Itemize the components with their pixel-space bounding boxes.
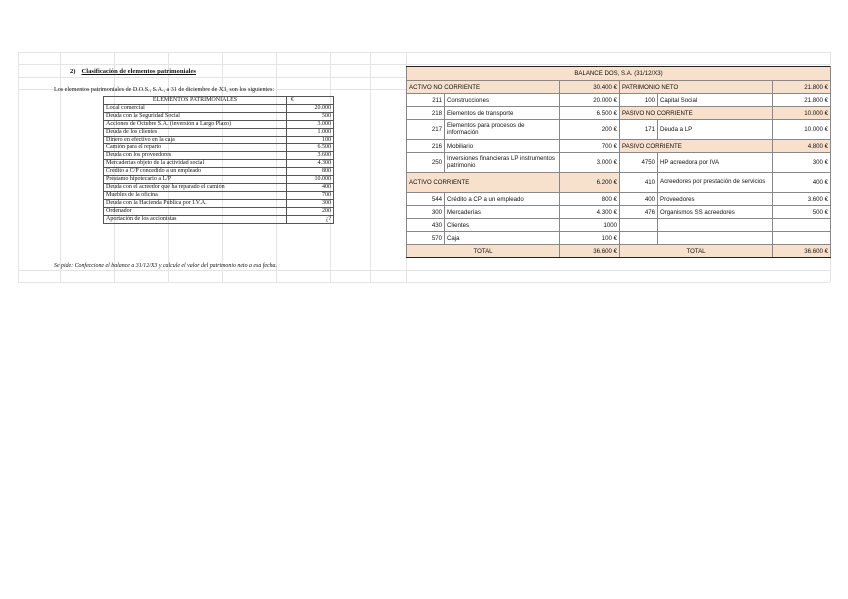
element-row: [104, 112, 334, 120]
empty-cell: [773, 219, 831, 232]
account-code: 476: [620, 206, 658, 219]
spreadsheet-area: [18, 52, 830, 282]
element-name: Acciones de Octubre S.A. (inversión a Largo Plazo): [104, 120, 287, 128]
element-name: Deuda con la Hacienda Pública por I.V.A.: [104, 199, 287, 207]
element-row: [104, 120, 334, 128]
pasivo-no-corriente-label: PASIVO NO CORRIENTE: [620, 107, 773, 120]
account-amount: 700 €: [560, 140, 620, 153]
patrimonio-neto-label: PATRIMONIO NETO: [620, 81, 773, 94]
account-amount: 300 €: [773, 153, 831, 173]
empty-cell: [658, 219, 773, 232]
element-value: ¿?: [287, 215, 334, 223]
account-amount: 1000: [560, 219, 620, 232]
element-row: [104, 183, 334, 191]
element-name: Deuda con la Seguridad Social: [104, 112, 287, 120]
account-code: 211: [407, 94, 445, 107]
element-row: [104, 152, 334, 160]
account-amount: 21.800 €: [773, 94, 831, 107]
activo-corriente-total: 6.200 €: [560, 173, 620, 193]
element-name: Deuda con los proveedores: [104, 152, 287, 160]
account-name: Caja: [445, 232, 560, 245]
element-name: Aportación de los accionistas: [104, 215, 287, 223]
exercise-title: [70, 68, 196, 75]
element-value: 700: [287, 191, 334, 199]
balance-row: [407, 232, 831, 245]
account-code: 4750: [620, 153, 658, 173]
total-activo-value: 36.600 €: [560, 245, 620, 258]
balance-row: [407, 94, 831, 107]
balance-row: [407, 206, 831, 219]
exercise-task: Se pide: Confeccione el balance a 31/12/X3 y calcule el valor del patrimonio neto a esa fecha.: [54, 263, 277, 269]
account-amount: 3.600 €: [773, 193, 831, 206]
element-name: Crédito a C/P concedido a un empleado: [104, 168, 287, 176]
elements-table-header: [104, 97, 334, 105]
element-row: [104, 191, 334, 199]
balance-row: [407, 107, 831, 120]
balance-row: [407, 120, 831, 140]
element-value: 100: [287, 136, 334, 144]
exercise-title-text: Clasificación de elementos patrimoniales: [81, 68, 196, 75]
element-name: Mercaderías objeto de la actividad social: [104, 160, 287, 168]
account-name: Organismos SS acreedores: [658, 206, 773, 219]
element-name: Dinero en efectivo en la caja: [104, 136, 287, 144]
element-name: Ordenador: [104, 207, 287, 215]
account-code: 171: [620, 120, 658, 140]
account-amount: 10.000 €: [773, 120, 831, 140]
account-name: HP acreedora por IVA: [658, 153, 773, 173]
element-value: 3.000: [287, 120, 334, 128]
patrimonio-neto-total: 21.800 €: [773, 81, 831, 94]
element-row: [104, 215, 334, 223]
balance-row: [407, 193, 831, 206]
balance-row: [407, 153, 831, 173]
account-code: 570: [407, 232, 445, 245]
element-value: 3.600: [287, 152, 334, 160]
activo-no-corriente-total: 30.400 €: [560, 81, 620, 94]
account-name: Clientes: [445, 219, 560, 232]
account-code: 100: [620, 94, 658, 107]
account-amount: 6.500 €: [560, 107, 620, 120]
element-name: Préstamo hipotecario a L/P: [104, 176, 287, 184]
element-row: [104, 176, 334, 184]
balance-row: [407, 140, 831, 153]
account-amount: 100 €: [560, 232, 620, 245]
account-name: Proveedores: [658, 193, 773, 206]
element-row: [104, 199, 334, 207]
account-name: Mobiliario: [445, 140, 560, 153]
account-name: Elementos de transporte: [445, 107, 560, 120]
account-amount: 400 €: [773, 173, 831, 193]
activo-no-corriente-label: ACTIVO NO CORRIENTE: [407, 81, 560, 94]
element-row: [104, 144, 334, 152]
element-value: 1.000: [287, 128, 334, 136]
element-value: 200: [287, 207, 334, 215]
account-name: Deuda a LP: [658, 120, 773, 140]
element-row: [104, 207, 334, 215]
element-value: 800: [287, 168, 334, 176]
account-code: 430: [407, 219, 445, 232]
account-code: 217: [407, 120, 445, 140]
account-name: Mercaderías: [445, 206, 560, 219]
empty-cell: [620, 232, 658, 245]
account-name: Elementos para procesos de información: [445, 120, 560, 140]
elements-header: ELEMENTOS PATRIMONIALES: [104, 97, 287, 105]
account-amount: 4.300 €: [560, 206, 620, 219]
element-row: [104, 160, 334, 168]
account-code: 300: [407, 206, 445, 219]
account-code: 544: [407, 193, 445, 206]
account-code: 216: [407, 140, 445, 153]
account-name: Crédito a CP a un empleado: [445, 193, 560, 206]
element-value: 400: [287, 183, 334, 191]
account-amount: 500 €: [773, 206, 831, 219]
pasivo-corriente-total: 4.800 €: [773, 140, 831, 153]
element-row: [104, 136, 334, 144]
element-value: 4.300: [287, 160, 334, 168]
balance-title: BALANCE DOS, S.A. (31/12/X3): [407, 67, 831, 81]
empty-cell: [773, 232, 831, 245]
balance-row: [407, 81, 831, 94]
account-name: Acreedores por prestación de servicios: [658, 173, 773, 193]
element-value: 500: [287, 112, 334, 120]
currency-header: €: [287, 97, 334, 105]
balance-sheet: [406, 66, 831, 258]
elements-table: [103, 96, 334, 224]
account-name: Construcciones: [445, 94, 560, 107]
total-row: [407, 245, 831, 258]
pasivo-corriente-label: PASIVO CORRIENTE: [620, 140, 773, 153]
element-value: 10.000: [287, 176, 334, 184]
element-row: [104, 128, 334, 136]
balance-row: [407, 219, 831, 232]
empty-cell: [620, 219, 658, 232]
element-value: 20.000: [287, 104, 334, 112]
account-code: 400: [620, 193, 658, 206]
element-name: Muebles de la oficina: [104, 191, 287, 199]
element-name: Local comercial: [104, 104, 287, 112]
total-pasivo-label: TOTAL: [620, 245, 773, 258]
element-name: Deuda con el acreedor que ha reparado el camión: [104, 183, 287, 191]
element-value: 300: [287, 199, 334, 207]
exercise-panel: [18, 52, 370, 282]
account-name: Inversiones financieras LP instrumentos patrimonio: [445, 153, 560, 173]
account-code: 218: [407, 107, 445, 120]
account-amount: 3.000 €: [560, 153, 620, 173]
element-row: [104, 104, 334, 112]
total-pasivo-value: 36.600 €: [773, 245, 831, 258]
element-name: Deuda de los clientes: [104, 128, 287, 136]
total-activo-label: TOTAL: [407, 245, 560, 258]
element-value: 6.500: [287, 144, 334, 152]
account-code: 250: [407, 153, 445, 173]
element-row: [104, 168, 334, 176]
account-amount: 200 €: [560, 120, 620, 140]
account-code: 410: [620, 173, 658, 193]
account-amount: 800 €: [560, 193, 620, 206]
balance-row: [407, 173, 831, 193]
empty-cell: [658, 232, 773, 245]
exercise-intro: Los elementos patrimoniales de D.O.S., S.A., a 31 de diciembre de X3, son los siguientes:: [54, 87, 275, 93]
pasivo-no-corriente-total: 10.000 €: [773, 107, 831, 120]
account-amount: 20.000 €: [560, 94, 620, 107]
account-name: Capital Social: [658, 94, 773, 107]
element-name: Camión para el reparto: [104, 144, 287, 152]
activo-corriente-label: ACTIVO CORRIENTE: [407, 173, 560, 193]
exercise-number: 2): [70, 68, 76, 75]
